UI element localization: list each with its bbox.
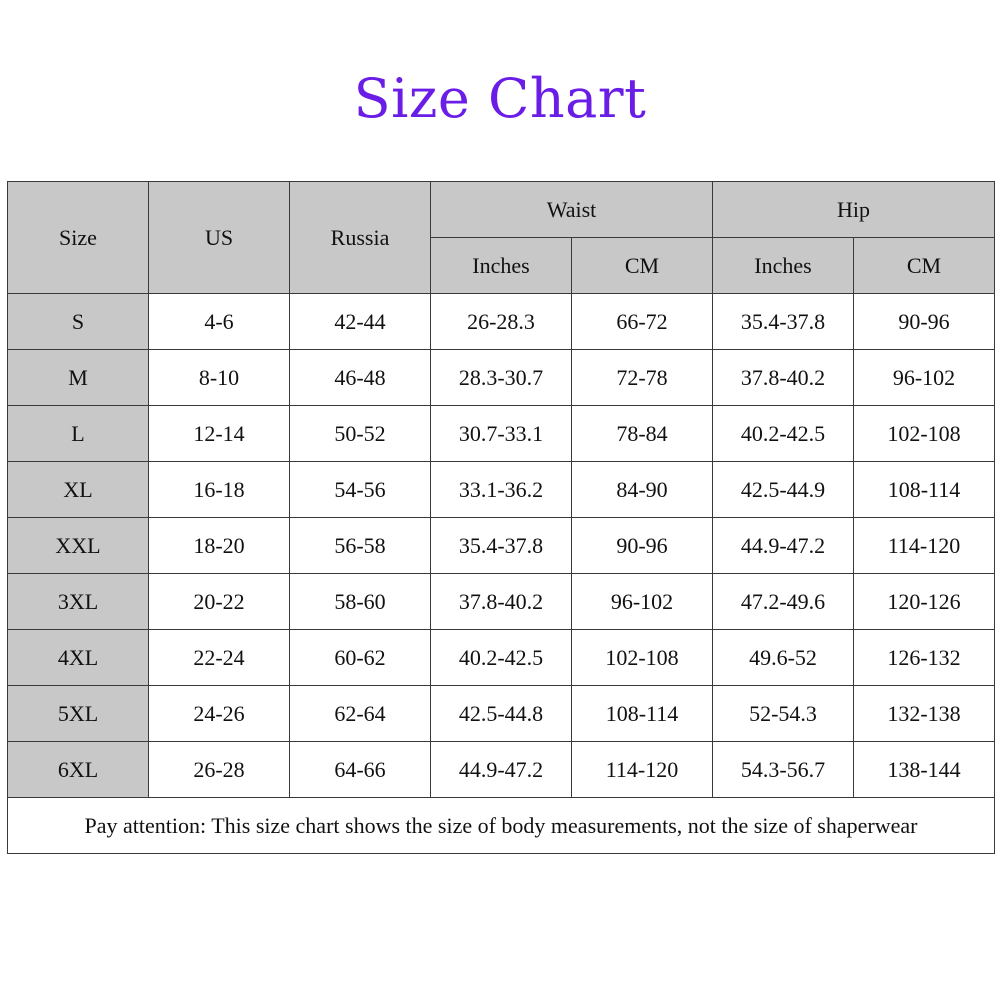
cell-hip-cm: 108-114 [854, 462, 995, 518]
cell-waist-cm: 72-78 [572, 350, 713, 406]
header-waist-inches: Inches [431, 238, 572, 294]
cell-size: XXL [8, 518, 149, 574]
table-row [8, 462, 995, 518]
cell-hip-inches: 49.6-52 [713, 630, 854, 686]
table-row [8, 350, 995, 406]
header-russia: Russia [290, 182, 431, 294]
cell-hip-cm: 120-126 [854, 574, 995, 630]
cell-waist-inches: 26-28.3 [431, 294, 572, 350]
cell-waist-cm: 78-84 [572, 406, 713, 462]
table-row [8, 742, 995, 798]
cell-waist-inches: 42.5-44.8 [431, 686, 572, 742]
cell-hip-cm: 102-108 [854, 406, 995, 462]
cell-hip-cm: 138-144 [854, 742, 995, 798]
cell-us: 18-20 [149, 518, 290, 574]
cell-size: S [8, 294, 149, 350]
cell-russia: 42-44 [290, 294, 431, 350]
table-row [8, 686, 995, 742]
cell-waist-inches: 44.9-47.2 [431, 742, 572, 798]
cell-waist-inches: 28.3-30.7 [431, 350, 572, 406]
header-hip-cm: CM [854, 238, 995, 294]
cell-russia: 60-62 [290, 630, 431, 686]
cell-hip-inches: 40.2-42.5 [713, 406, 854, 462]
note-row [8, 798, 995, 854]
cell-waist-cm: 84-90 [572, 462, 713, 518]
cell-hip-inches: 52-54.3 [713, 686, 854, 742]
size-chart-table [7, 181, 995, 854]
table-body [8, 294, 995, 798]
cell-russia: 54-56 [290, 462, 431, 518]
footnote: Pay attention: This size chart shows the size of body measurements, not the size of shaperwear [8, 798, 995, 854]
header-us: US [149, 182, 290, 294]
cell-waist-inches: 30.7-33.1 [431, 406, 572, 462]
cell-hip-inches: 37.8-40.2 [713, 350, 854, 406]
header-waist: Waist [431, 182, 713, 238]
cell-us: 8-10 [149, 350, 290, 406]
cell-size: 4XL [8, 630, 149, 686]
cell-us: 4-6 [149, 294, 290, 350]
cell-russia: 50-52 [290, 406, 431, 462]
cell-size: 3XL [8, 574, 149, 630]
cell-waist-cm: 90-96 [572, 518, 713, 574]
cell-waist-inches: 40.2-42.5 [431, 630, 572, 686]
cell-hip-cm: 90-96 [854, 294, 995, 350]
cell-us: 22-24 [149, 630, 290, 686]
page-title: Size Chart [353, 67, 647, 130]
cell-hip-cm: 132-138 [854, 686, 995, 742]
cell-hip-cm: 114-120 [854, 518, 995, 574]
table-footer [8, 798, 995, 854]
cell-size: XL [8, 462, 149, 518]
cell-size: M [8, 350, 149, 406]
cell-us: 20-22 [149, 574, 290, 630]
header-size: Size [8, 182, 149, 294]
cell-russia: 56-58 [290, 518, 431, 574]
header-hip-inches: Inches [713, 238, 854, 294]
cell-hip-inches: 54.3-56.7 [713, 742, 854, 798]
cell-hip-inches: 35.4-37.8 [713, 294, 854, 350]
cell-waist-cm: 114-120 [572, 742, 713, 798]
cell-waist-cm: 66-72 [572, 294, 713, 350]
cell-us: 16-18 [149, 462, 290, 518]
cell-size: 6XL [8, 742, 149, 798]
cell-us: 26-28 [149, 742, 290, 798]
cell-russia: 58-60 [290, 574, 431, 630]
cell-size: 5XL [8, 686, 149, 742]
cell-russia: 46-48 [290, 350, 431, 406]
table-row [8, 518, 995, 574]
cell-size: L [8, 406, 149, 462]
table-row [8, 294, 995, 350]
cell-hip-inches: 44.9-47.2 [713, 518, 854, 574]
cell-waist-cm: 108-114 [572, 686, 713, 742]
cell-russia: 64-66 [290, 742, 431, 798]
table-row [8, 406, 995, 462]
cell-hip-cm: 96-102 [854, 350, 995, 406]
header-row-top [8, 182, 995, 238]
table-header [8, 182, 995, 294]
cell-waist-inches: 35.4-37.8 [431, 518, 572, 574]
cell-us: 12-14 [149, 406, 290, 462]
cell-hip-inches: 47.2-49.6 [713, 574, 854, 630]
header-waist-cm: CM [572, 238, 713, 294]
header-hip: Hip [713, 182, 995, 238]
cell-us: 24-26 [149, 686, 290, 742]
cell-waist-cm: 96-102 [572, 574, 713, 630]
cell-russia: 62-64 [290, 686, 431, 742]
cell-hip-inches: 42.5-44.9 [713, 462, 854, 518]
cell-waist-inches: 33.1-36.2 [431, 462, 572, 518]
table-row [8, 630, 995, 686]
cell-hip-cm: 126-132 [854, 630, 995, 686]
cell-waist-cm: 102-108 [572, 630, 713, 686]
table-row [8, 574, 995, 630]
cell-waist-inches: 37.8-40.2 [431, 574, 572, 630]
